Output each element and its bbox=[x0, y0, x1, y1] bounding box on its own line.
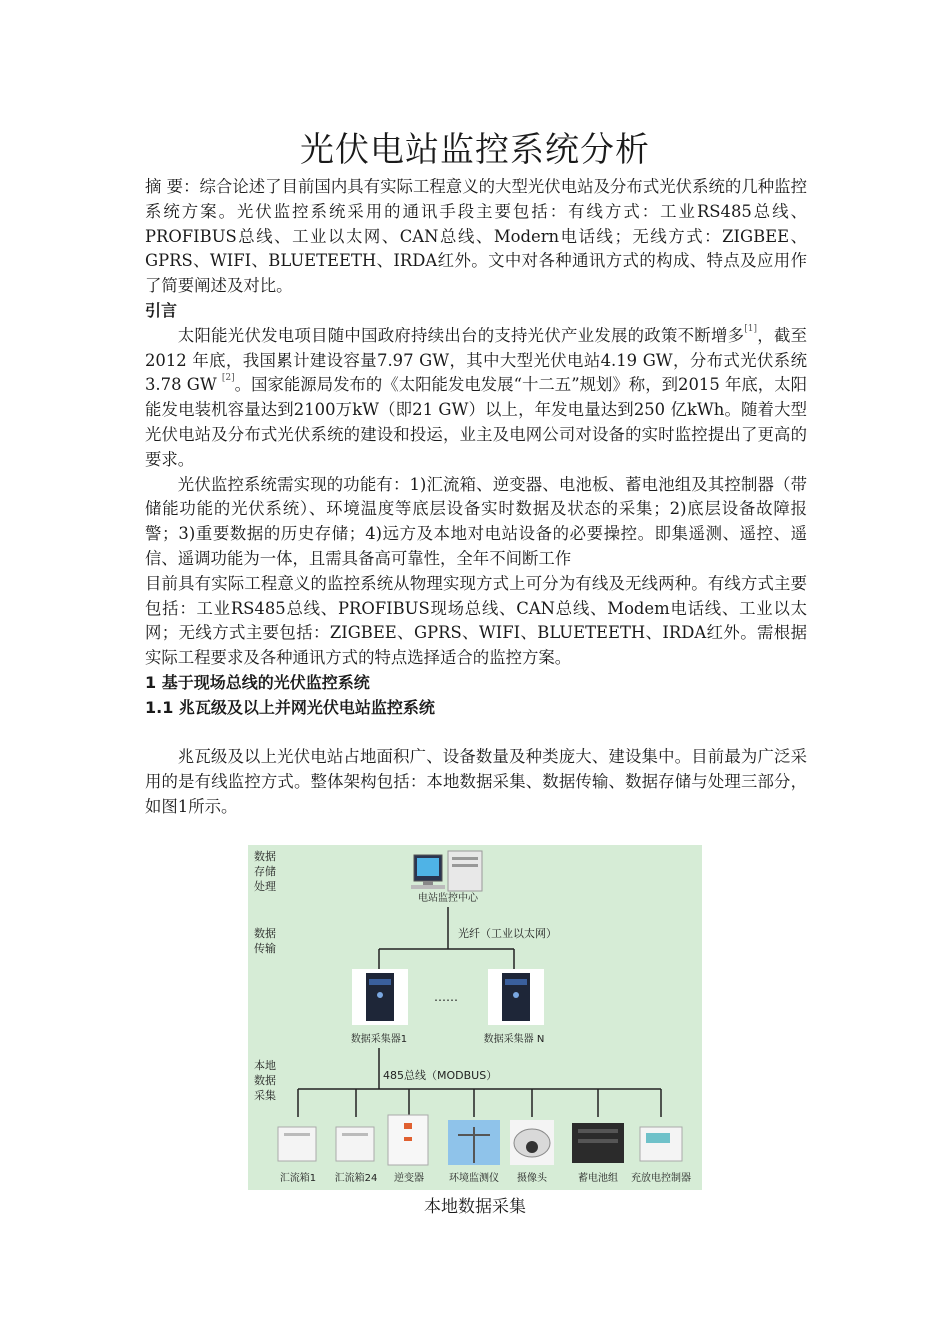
intro-paragraph-1 bbox=[145, 324, 807, 473]
layer-transport-line-1: 数据 bbox=[254, 927, 276, 940]
layer-transport-line-2: 传输 bbox=[254, 942, 276, 955]
environment-monitor-icon bbox=[448, 1120, 500, 1165]
layer-local-label bbox=[254, 1058, 276, 1102]
collector-1-label: 数据采集器1 bbox=[350, 1034, 408, 1045]
intro-paragraph-3: 目前具有实际工程意义的监控系统从物理实现方式上可分为有线及无线两种。有线方式主要包括：工业RS485总线、PROFIBUS现场总线、CAN总线、Modem电话线、工业以太网；无线方式主要包括：ZIGBEE、GPRS、WIFI、BLUETEETH、IRDA红外。需根据实际工程要求及各种通讯方式的特点选择适合的监控方案。 bbox=[145, 573, 807, 668]
figure-caption: 本地数据采集 bbox=[424, 1197, 526, 1217]
reference-2: [2] bbox=[221, 373, 235, 384]
page-title: 光伏电站监控系统分析 bbox=[300, 130, 650, 170]
layer-storage-line-2: 存储 bbox=[254, 865, 276, 878]
intro-text-c: 。国家能源局发布的《太阳能发电发展“十二五”规划》称，到2015 年底，太阳能发电装机容量达到2100万kW（即21 GW）以上，年发电量达到250 亿kWh。随着大型光伏电站及分布式光伏系统的建设和投运，业主及电网公司对设备的实时监控提出了更高的要求。 bbox=[145, 375, 807, 469]
intro-paragraph-2: 光伏监控系统需实现的功能有：1)汇流箱、逆变器、电池板、蓄电池组及其控制器（带储能功能的光伏系统）、环境温度等底层设备实时数据及状态的采集；2)底层设备故障报警；3)重要数据的历史存储；4)远方及本地对电站设备的必要操控。即集遥测、遥控、遥信、遥调功能为一体，且需具备高可靠性，全年不间断工作 bbox=[145, 474, 807, 568]
device-label-1: 汇流箱1 bbox=[279, 1173, 317, 1184]
abstract-paragraph: 摘 要：综合论述了目前国内具有实际工程意义的大型光伏电站及分布式光伏系统的几种监控系统方案。光伏监控系统采用的通讯手段主要包括：有线方式：工业RS485总线、PROFIBUS总线、工业以太网、CAN总线、Modern电话线；无线方式：ZIGBEE、GPRS、WIFI、BLUETEETH、IRDA红外。文中对各种通讯方式的构成、特点及应用作了简要阐述及对比。 bbox=[145, 177, 807, 296]
collector-n-icon bbox=[488, 969, 544, 1025]
device-label-7: 充放电控制器 bbox=[631, 1173, 691, 1184]
battery-bank-icon bbox=[572, 1123, 624, 1163]
document-body bbox=[145, 175, 807, 820]
reference-1: [1] bbox=[744, 323, 758, 334]
collector-n-label: 数据采集器 N bbox=[483, 1034, 545, 1045]
combiner-box-1-icon bbox=[278, 1127, 316, 1161]
intro-text-a: 太阳能光伏发电项目随中国政府持续出台的支持光伏产业发展的政策不断增多 bbox=[177, 325, 745, 345]
intro-heading: 引言 bbox=[145, 300, 178, 320]
combiner-box-24-icon bbox=[336, 1127, 374, 1161]
bus-label: 485总线（MODBUS） bbox=[383, 1069, 498, 1082]
device-label-4: 环境监测仪 bbox=[449, 1173, 499, 1184]
intro-text-b: ，截至2012 年底，我国累计建设容量7.97 GW，其中大型光伏电站4.19 GW，分布式光伏系统3.78 GW bbox=[145, 325, 807, 395]
device-label-6: 蓄电池组 bbox=[578, 1173, 618, 1184]
layer-local-line-1: 本地 bbox=[254, 1059, 276, 1072]
charge-controller-icon bbox=[640, 1127, 682, 1161]
collector-1-icon bbox=[352, 969, 408, 1025]
section-paragraph: 兆瓦级及以上光伏电站占地面积广、设备数量及种类庞大、建设集中。目前最为广泛采用的是有线监控方式。整体架构包括：本地数据采集、数据传输、数据存储与处理三部分，如图1所示。 bbox=[145, 747, 807, 816]
architecture-figure bbox=[248, 845, 702, 1190]
device-label-2: 汇流箱24 bbox=[334, 1173, 378, 1184]
layer-local-line-3: 采集 bbox=[254, 1089, 276, 1102]
layer-storage-line-3: 处理 bbox=[254, 880, 276, 893]
inverter-icon bbox=[388, 1115, 428, 1165]
device-label-5: 摄像头 bbox=[517, 1173, 547, 1184]
collector-ellipsis: …… bbox=[434, 990, 458, 1004]
architecture-diagram bbox=[248, 845, 702, 1190]
layer-local-line-2: 数据 bbox=[254, 1074, 276, 1087]
center-label: 电站监控中心 bbox=[418, 893, 478, 904]
section-1-heading: 1 基于现场总线的光伏监控系统 bbox=[145, 672, 370, 692]
section-1-1-heading: 1.1 兆瓦级及以上并网光伏电站监控系统 bbox=[145, 697, 435, 717]
layer-storage-label bbox=[254, 849, 276, 893]
layer-storage-line-1: 数据 bbox=[254, 850, 276, 863]
camera-icon bbox=[510, 1120, 554, 1165]
fiber-label: 光纤（工业以太网） bbox=[458, 927, 557, 940]
device-label-3: 逆变器 bbox=[394, 1173, 424, 1184]
